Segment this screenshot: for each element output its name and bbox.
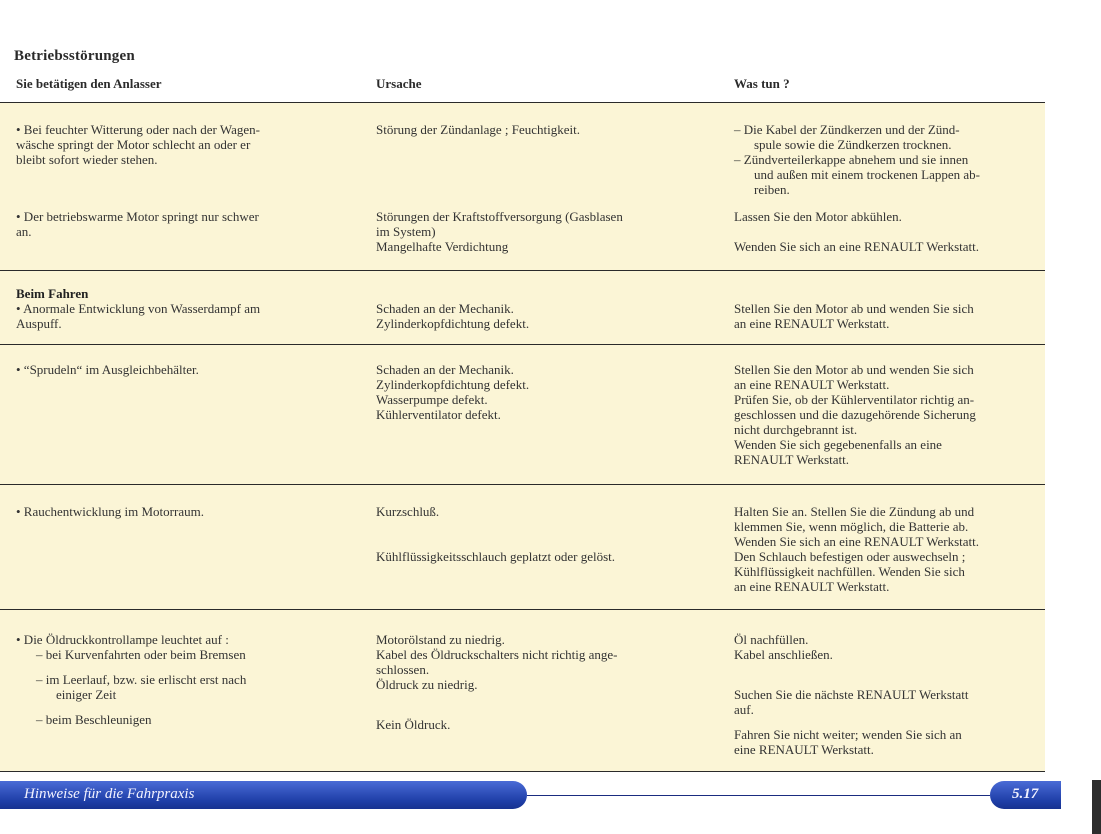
cause-cell <box>376 632 698 732</box>
table-row <box>16 504 334 519</box>
cause-cell <box>376 122 698 137</box>
table-rule <box>0 609 1045 610</box>
cause-text: Schaden an der Mechanik. <box>376 362 514 377</box>
cause-text: Kühlerventilator defekt. <box>376 407 501 422</box>
section-heading: Beim Fahren <box>16 286 89 301</box>
action-text: Kühlflüssigkeit nachfüllen. Wenden Sie sich <box>734 564 965 579</box>
cause-text: Motorölstand zu niedrig. <box>376 632 505 647</box>
action-text: – Die Kabel der Zündkerzen und der Zünd- <box>734 122 960 137</box>
cause-text: Kurzschluß. <box>376 504 440 519</box>
column-header-condition: Sie betätigen den Anlasser <box>16 76 162 91</box>
condition-text: – beim Beschleunigen <box>36 712 152 727</box>
action-cell <box>734 301 1046 331</box>
condition-text: Auspuff. <box>16 316 62 331</box>
action-text: an eine RENAULT Werkstatt. <box>734 579 890 594</box>
column-header-action: Was tun ? <box>734 76 790 91</box>
action-cell <box>734 209 1046 254</box>
cause-cell <box>376 362 698 422</box>
action-text: klemmen Sie, wenn möglich, die Batterie ab. <box>734 519 969 534</box>
table-rule <box>0 270 1045 271</box>
cause-text: im System) <box>376 224 436 239</box>
condition-text: • “Sprudeln“ im Ausgleichbehälter. <box>16 362 199 377</box>
cause-text: Öldruck zu niedrig. <box>376 677 478 692</box>
cause-text: Zylinderkopfdichtung defekt. <box>376 377 530 392</box>
action-text: Prüfen Sie, ob der Kühlerventilator richtig an- <box>734 392 975 407</box>
action-text: spule sowie die Zündkerzen trocknen. <box>754 137 952 152</box>
table-rule <box>0 484 1045 485</box>
cause-text: Kühlflüssigkeitsschlauch geplatzt oder gelöst. <box>376 549 616 564</box>
action-text: Stellen Sie den Motor ab und wenden Sie sich <box>734 301 974 316</box>
table-row <box>16 122 334 167</box>
action-text: Fahren Sie nicht weiter; wenden Sie sich an <box>734 727 962 742</box>
table-rule <box>0 102 1045 103</box>
cause-text: Zylinderkopfdichtung defekt. <box>376 316 530 331</box>
action-text: – Zündverteilerkappe abnehem und sie innen <box>734 152 969 167</box>
cause-text: Störungen der Kraftstoffversorgung (Gasblasen <box>376 209 623 224</box>
cause-text: Kein Öldruck. <box>376 717 451 732</box>
action-text: Den Schlauch befestigen oder auswechseln ; <box>734 549 966 564</box>
table-row <box>16 209 334 239</box>
scan-edge <box>1092 780 1101 834</box>
action-text: Lassen Sie den Motor abkühlen. <box>734 209 902 224</box>
action-text: auf. <box>734 702 754 717</box>
cause-cell <box>376 209 698 254</box>
condition-text: • Anormale Entwicklung von Wasserdampf am <box>16 301 261 316</box>
condition-text: einiger Zeit <box>56 687 117 702</box>
condition-text: • Der betriebswarme Motor springt nur schwer <box>16 209 259 224</box>
cause-cell <box>376 504 698 564</box>
cause-text: Störung der Zündanlage ; Feuchtigkeit. <box>376 122 580 137</box>
section-label: Hinweise für die Fahrpraxis <box>24 786 195 802</box>
action-text: Wenden Sie sich an eine RENAULT Werkstatt. <box>734 239 979 254</box>
page-number-tab <box>990 781 1061 809</box>
action-text: Halten Sie an. Stellen Sie die Zündung ab und <box>734 504 975 519</box>
cause-cell <box>376 301 698 331</box>
condition-text: – bei Kurvenfahrten oder beim Bremsen <box>36 647 246 662</box>
cause-text: Kabel des Öldruckschalters nicht richtig ange- <box>376 647 618 662</box>
condition-text: an. <box>16 224 32 239</box>
cause-text: schlossen. <box>376 662 430 677</box>
section-tab <box>0 781 527 809</box>
action-cell <box>734 122 1046 197</box>
action-cell <box>734 362 1046 467</box>
table-row <box>16 632 334 727</box>
action-text: nicht durchgebrannt ist. <box>734 422 858 437</box>
action-text: Suchen Sie die nächste RENAULT Werkstatt <box>734 687 969 702</box>
condition-text: wäsche springt der Motor schlecht an oder er <box>16 137 251 152</box>
table-row <box>16 362 334 377</box>
cause-text: Mangelhafte Verdichtung <box>376 239 509 254</box>
action-text: geschlossen und die dazugehörende Sicherung <box>734 407 976 422</box>
action-text: Öl nachfüllen. <box>734 632 809 647</box>
action-cell <box>734 632 1046 757</box>
condition-text: • Bei feuchter Witterung oder nach der Wagen- <box>16 122 260 137</box>
cause-text: Wasserpumpe defekt. <box>376 392 488 407</box>
action-text: Wenden Sie sich gegebenenfalls an eine <box>734 437 942 452</box>
table-rule <box>0 771 1045 772</box>
condition-text: • Rauchentwicklung im Motorraum. <box>16 504 204 519</box>
table-rule <box>0 344 1045 345</box>
condition-text: • Die Öldruckkontrollampe leuchtet auf : <box>16 632 229 647</box>
condition-text: bleibt sofort wieder stehen. <box>16 152 158 167</box>
action-text: Kabel anschließen. <box>734 647 833 662</box>
action-text: eine RENAULT Werkstatt. <box>734 742 874 757</box>
action-text: an eine RENAULT Werkstatt. <box>734 377 890 392</box>
action-text: und außen mit einem trockenen Lappen ab- <box>754 167 980 182</box>
page-title: Betriebsstörungen <box>14 48 135 64</box>
table-row <box>16 286 334 331</box>
action-cell <box>734 504 1046 594</box>
condition-text: – im Leerlauf, bzw. sie erlischt erst nach <box>36 672 247 687</box>
action-text: Stellen Sie den Motor ab und wenden Sie sich <box>734 362 974 377</box>
cause-text: Schaden an der Mechanik. <box>376 301 514 316</box>
action-text: RENAULT Werkstatt. <box>734 452 849 467</box>
page-number: 5.17 <box>1012 786 1039 802</box>
column-header-cause: Ursache <box>376 76 422 91</box>
page-footer <box>0 781 1101 811</box>
action-text: an eine RENAULT Werkstatt. <box>734 316 890 331</box>
footer-rule <box>527 795 990 796</box>
action-text: Wenden Sie sich an eine RENAULT Werkstatt. <box>734 534 979 549</box>
action-text: reiben. <box>754 182 790 197</box>
